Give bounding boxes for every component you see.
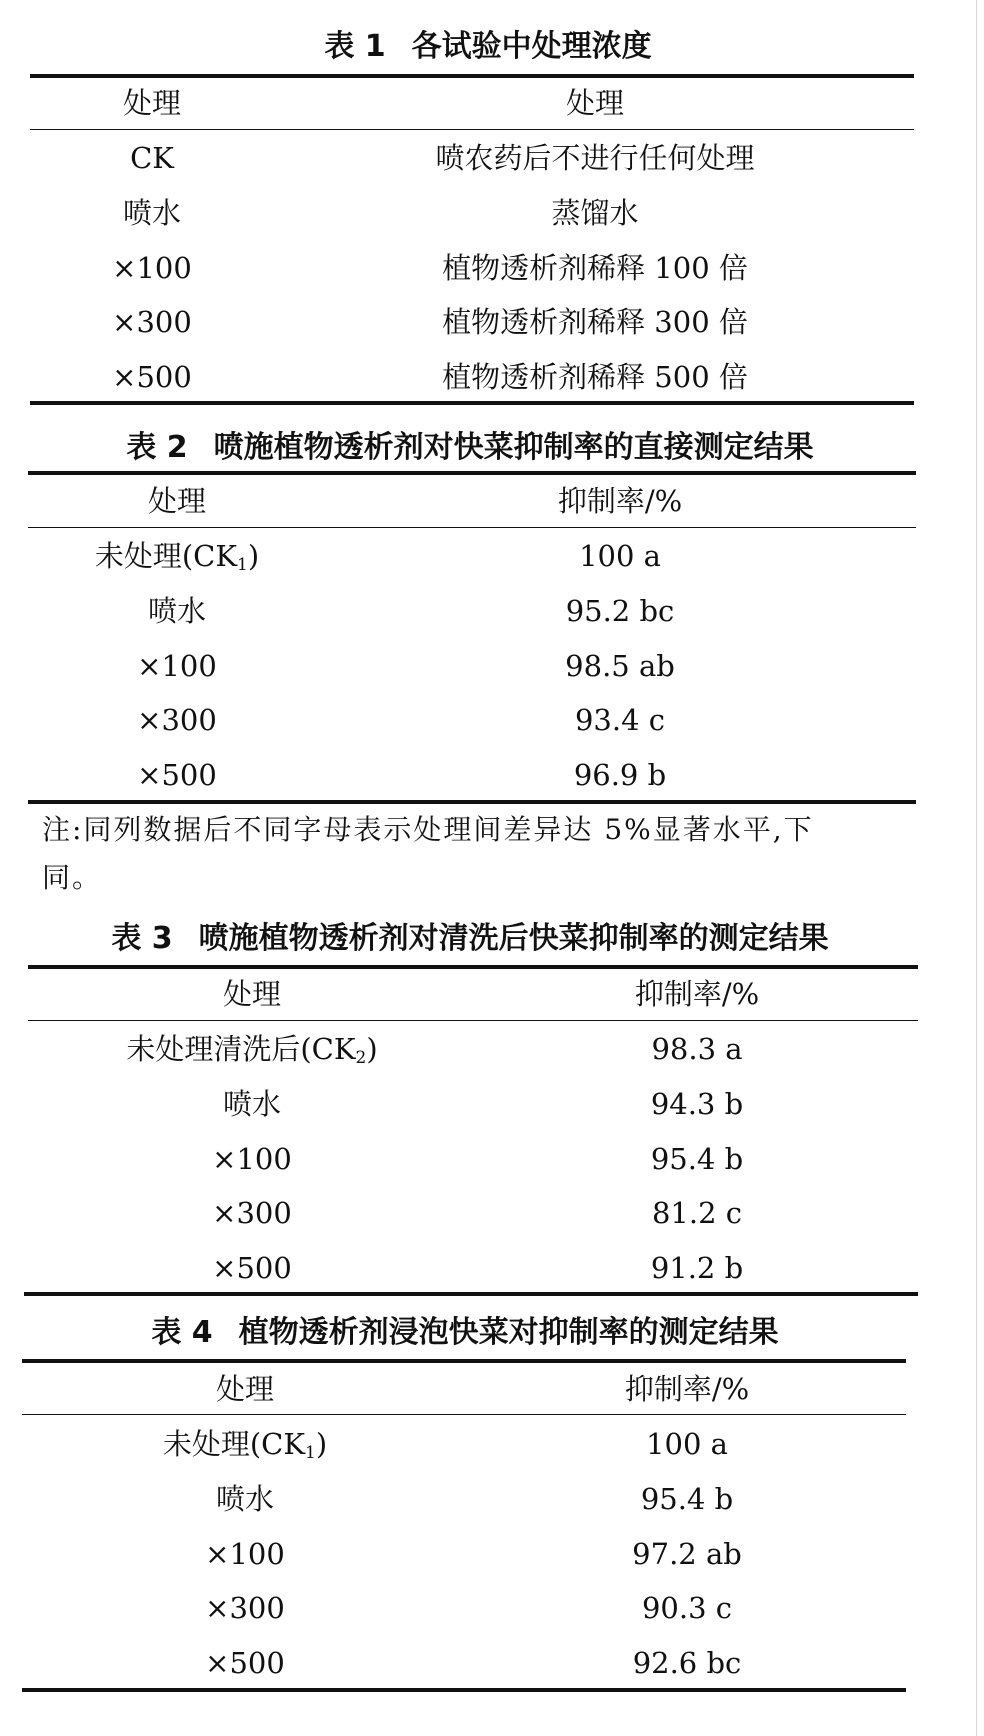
table3-cell-rate: 94.3 b [650, 1087, 744, 1121]
table1-cell-treatment: ×300 [112, 305, 192, 339]
table1-header-col1: 处理 [122, 86, 181, 120]
table4-cell-rate: 100 a [646, 1427, 728, 1461]
table4-cell-rate: 92.6 bc [632, 1646, 742, 1680]
table2-cell-treatment: ×500 [137, 758, 217, 792]
table3-cell-treatment [92, 1029, 412, 1069]
table3-cell-treatment: ×500 [212, 1251, 292, 1285]
table2-cell-rate: 93.4 c [574, 703, 666, 737]
table4-header-col1: 处理 [215, 1372, 274, 1406]
table3-cell-rate: 81.2 c [651, 1196, 743, 1230]
table2-cell-treatment: ×100 [137, 649, 217, 683]
table3-untreated-close: ) [366, 1032, 378, 1066]
table2-cell-rate: 98.5 ab [565, 649, 675, 683]
table4-title: 植物透析剂浸泡快菜对抑制率的测定结果 [238, 1315, 779, 1350]
table4-cell-treatment: ×100 [205, 1537, 285, 1571]
table1-label: 表 1 [324, 29, 386, 64]
table1-cell-description: 喷农药后不进行任何处理 [435, 141, 755, 175]
table2-caption [0, 428, 940, 468]
table2-cell-rate: 95.2 bc [565, 594, 675, 628]
table1-cell-treatment: CK [130, 141, 174, 175]
table2-header-rule [28, 527, 916, 528]
table3-caption [0, 919, 940, 959]
table3-ck-subscript: 2 [355, 1048, 367, 1068]
table2-top-rule [28, 471, 916, 475]
table4-cell-treatment: 喷水 [215, 1482, 274, 1516]
table4-top-rule [22, 1359, 906, 1363]
table3-cell-rate: 95.4 b [650, 1142, 744, 1176]
table1-bottom-rule [30, 401, 914, 405]
table4-bottom-rule [22, 1688, 906, 1692]
table2-title: 喷施植物透析剂对快菜抑制率的直接测定结果 [213, 430, 814, 465]
table2-untreated-label: 未处理(CK [94, 539, 237, 573]
table4-header-rule [22, 1414, 906, 1415]
table3-top-rule [28, 965, 918, 969]
table1-caption [0, 27, 976, 67]
table3-title: 喷施植物透析剂对清洗后快菜抑制率的测定结果 [198, 921, 829, 956]
table1-cell-treatment: ×100 [112, 251, 192, 285]
table4-label: 表 4 [151, 1315, 213, 1350]
table1-cell-treatment: ×500 [112, 360, 192, 394]
table3-untreated-label: 未处理清洗后(CK [126, 1032, 356, 1066]
table3-bottom-rule [24, 1292, 918, 1296]
table1-header-rule [30, 129, 914, 130]
table2-untreated-close: ) [247, 539, 260, 573]
table2-cell-treatment: ×300 [137, 703, 217, 737]
table1-cell-treatment: 喷水 [122, 196, 181, 230]
table1-cell-description: 植物透析剂稀释 500 倍 [442, 360, 748, 394]
table4-cell-treatment [95, 1424, 395, 1464]
table3-cell-treatment: ×100 [212, 1142, 292, 1176]
table2-cell-rate: 96.9 b [573, 758, 667, 792]
table2-header-col1: 处理 [147, 484, 206, 518]
table3-header-col1: 处理 [222, 977, 281, 1011]
note-line-2: 同。 [42, 861, 103, 894]
table2-note [42, 806, 912, 902]
table2-cell-treatment: 喷水 [147, 594, 206, 628]
table4-header-col2: 抑制率/% [624, 1372, 750, 1406]
table2-cell-rate: 100 a [579, 539, 661, 573]
table1-title: 各试验中处理浓度 [411, 29, 652, 64]
table4-cell-rate: 97.2 ab [632, 1537, 742, 1571]
table4-cell-rate: 95.4 b [640, 1482, 734, 1516]
table2-header-col2: 抑制率/% [557, 484, 683, 518]
table3-header-col2: 抑制率/% [634, 977, 760, 1011]
note-line-1: 注:同列数据后不同字母表示处理间差异达 5%显著水平,下 [42, 813, 814, 846]
table2-label: 表 2 [126, 430, 188, 465]
table2-bottom-rule [28, 800, 916, 804]
page-edge-line [976, 0, 977, 1736]
table4-untreated-label: 未处理(CK [162, 1427, 305, 1461]
table4-cell-treatment: ×300 [205, 1591, 285, 1625]
table4-untreated-close: ) [315, 1427, 328, 1461]
table2-ck-subscript: 1 [237, 555, 248, 575]
table1-cell-description: 植物透析剂稀释 100 倍 [442, 251, 748, 285]
table3-cell-treatment: ×300 [212, 1196, 292, 1230]
table1-header-col2: 处理 [565, 86, 624, 120]
table4-cell-treatment: ×500 [205, 1646, 285, 1680]
table1-cell-description: 植物透析剂稀释 300 倍 [442, 305, 748, 339]
table1-top-rule [30, 74, 914, 78]
table3-cell-rate: 98.3 a [651, 1032, 743, 1066]
table4-caption [0, 1313, 930, 1353]
table2-cell-treatment [62, 536, 292, 576]
table4-cell-rate: 90.3 c [641, 1591, 733, 1625]
table3-cell-rate: 91.2 b [650, 1251, 744, 1285]
table3-label: 表 3 [111, 921, 173, 956]
table3-cell-treatment: 喷水 [222, 1087, 281, 1121]
table4-ck-subscript: 1 [305, 1443, 316, 1463]
table3-header-rule [28, 1020, 918, 1021]
table1-cell-description: 蒸馏水 [551, 196, 639, 230]
